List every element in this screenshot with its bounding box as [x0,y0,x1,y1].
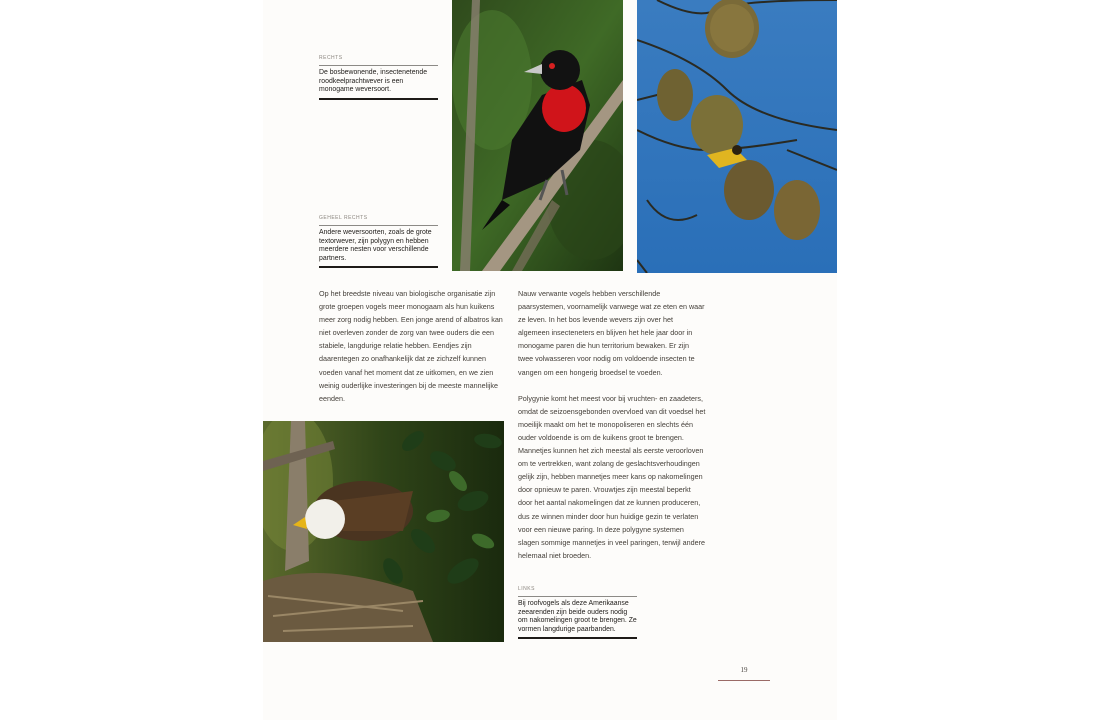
caption-far-right-text: Andere weversoorten, zoals de grote textorwever, zijn polygyn en hebben meerdere nesten voor verschillende partners. [319,226,438,268]
body-column-1 [319,287,507,418]
caption-left [518,586,637,639]
photo-weaver-bird [452,0,623,271]
photo-bald-eagle [263,421,504,642]
page-number: 19 [718,666,770,681]
body-paragraph: Polygynie komt het meest voor bij vruchten- en zaadeters, omdat de seizoensgebonden overvloed van dit voedsel het moeilijk maakt om het te monopoliseren en slechts één ouder voldoende is om de kuikens groot te brengen. Mannetjes kunnen het zich meestal als eerste veroorloven om te vertrekken, want zolang de geslachtsverhoudingen gelijk zijn, hebben mannetjes meer kans op nakomelingen door opnieuw te paren. Vrouwtjes zijn meestal beperkt door het aantal nakomelingen dat ze kunnen produceren, dus ze winnen minder door hun huidige gezin te verlaten voor een nieuwe paring. In deze polygyne systemen slagen sommige mannetjes in veel paringen, terwijl andere helemaal niet broeden. [518,393,706,560]
photo-weaver-nests [637,0,837,273]
caption-left-text: Bij roofvogels als deze Amerikaanse zeearenden zijn beide ouders nodig om nakomelingen groot te brengen. Ze vormen langdurige paarbanden. [518,597,637,639]
caption-right-label: RECHTS [319,55,438,66]
body-paragraph: Nauw verwante vogels hebben verschillende paarsystemen, voornamelijk vanwege wat ze eten en waar ze leven. In het bos levende wevers zijn over het algemeen insecteneters en blijven het hele jaar door in monogame paren die hun territorium bewaken. Er zijn twee volwasseren voor nodig om voldoende insecten te vangen om een hongerig broedsel te voeden. [518,289,705,377]
body-paragraph: Op het breedste niveau van biologische organisatie zijn grote groepen vogels meer monogaam als hun kuikens meer zorg nodig hebben. Een jonge arend of albatros kan niet overleven zonder de zorg van twee ouders die een stabiele, langdurige relatie hebben. Eendjes zijn daarentegen zo onafhankelijk dat ze zichzelf kunnen voeden vanaf het moment dat ze uitkomen, en we zien weinig ouderlijke investeringen bij de meeste mannelijke eenden. [319,289,503,403]
caption-right [319,55,438,100]
caption-far-right [319,215,438,268]
caption-left-label: LINKS [518,586,637,597]
body-column-2 [518,287,706,575]
caption-far-right-label: GEHEEL RECHTS [319,215,438,226]
caption-right-text: De bosbewonende, insectenetende roodkeelprachtwever is een monogame weversoort. [319,66,438,100]
